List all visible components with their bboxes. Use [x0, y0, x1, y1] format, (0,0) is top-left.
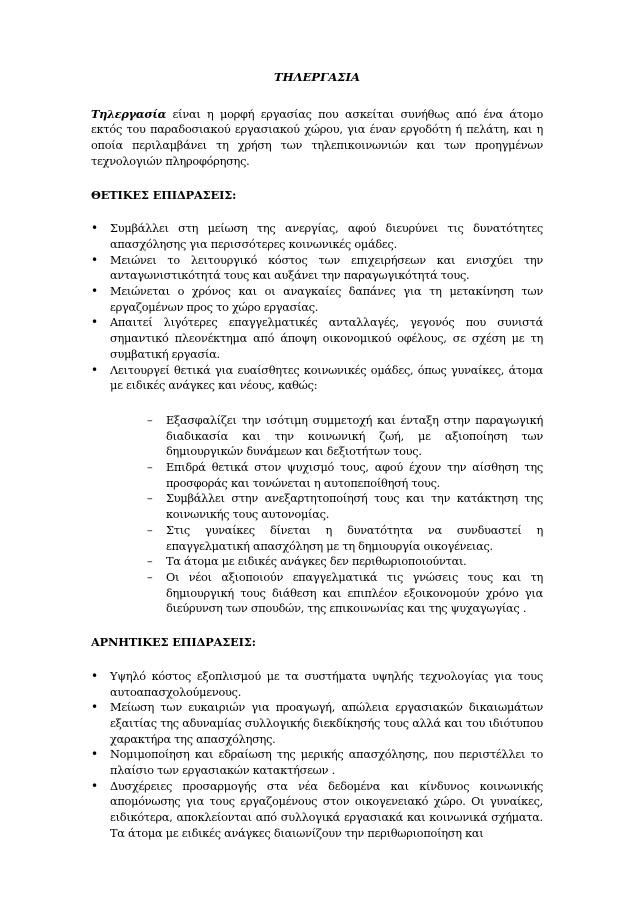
list-item: • Δυσχέρειες προσαρμογής στα νέα δεδομένα και κίνδυνος κοινωνικής απομόνωσης για τους εργαζομένους στον οικογενειακό χώρο. Οι γυναίκες, ειδικότερα, αποκλείονται από συλλογικά εργασιακά και κοινωνικά σχήματα. Τα άτομα με ειδικές ανάγκες διαιωνίζουν την περιθωριοποίηση και	[91, 779, 543, 842]
intro-term: Τηλεργασία	[91, 106, 167, 121]
list-item: • Νομιμοποίηση και εδραίωση της μερικής απασχόλησης, που περιστέλλει το πλαίσιο των εργασιακών κατακτήσεων .	[91, 747, 543, 778]
document-title: ΤΗΛΕΡΓΑΣΙΑ	[274, 70, 360, 84]
list-item: • Απαιτεί λιγότερες επαγγελματικές ανταλλαγές, γεγονός που συνιστά σημαντικό πλεονέκτημα από άποψη οικονομικού οφέλους, σε σχέση με τη συμβατική εργασία.	[91, 315, 543, 362]
list-item: • Συμβάλλει στη μείωση της ανεργίας, αφού διευρύνει τις δυνατότητες απασχόλησης για περισσότερες κοινωνικές ομάδες.	[91, 221, 543, 252]
sub-list-item: – Τα άτομα με ειδικές ανάγκες δεν περιθωριοποιούνται.	[147, 554, 543, 570]
sub-list-item: – Οι νέοι αξιοποιούν επαγγελματικά τις γνώσεις τους και τη δημιουργική τους διάθεση και επιπλέον εξοικονομούν χρόνο για διεύρυνση των σπουδών, της επικοινωνίας και της ψυχαγωγίας .	[147, 570, 543, 617]
list-item-text: Λειτουργεί θετικά για ευαίσθητες κοινωνικές ομάδες, όπως γυναίκες, άτομα με ειδικές ανάγκες και νέους, καθώς:	[110, 363, 543, 393]
list-item: • Μείωση των ευκαιριών για προαγωγή, απώλεια εργασιακών δικαιωμάτων εξαιτίας της αδυναμίας συλλογικής διεκδίκησής τους αλλά και του ιδιότυπου χαρακτήρα της απασχόλησης.	[91, 700, 543, 747]
positive-sublist	[110, 413, 543, 617]
intro-paragraph	[91, 107, 543, 170]
negative-heading: ΑΡΝΗΤΙΚΕΣ ΕΠΙΔΡΑΣΕΙΣ:	[91, 635, 256, 650]
list-item: • Μειώνει το λειτουργικό κόστος των επιχειρήσεων και ενισχύει την ανταγωνιστικότητά τους και αυξάνει την παραγωγικότητά τους.	[91, 253, 543, 284]
sub-list-item: – Συμβάλλει στην ανεξαρτητοποίησή τους και την κατάκτηση της κοινωνικής τους αυτονομίας.	[147, 491, 543, 522]
list-item: • Μειώνεται ο χρόνος και οι αναγκαίες δαπάνες για τη μετακίνηση των εργαζομένων προς το χώρο εργασίας.	[91, 284, 543, 315]
list-item	[91, 363, 543, 618]
sub-list-item: – Στις γυναίκες δίνεται η δυνατότητα να συνδυαστεί η επαγγελματική απασχόληση με τη δημιουργία οικογένειας.	[147, 523, 543, 554]
sub-list-item: – Επιδρά θετικά στον ψυχισμό τους, αφού έχουν την αίσθηση της προσφοράς και τονώνεται η αυτοπεποίθησή τους.	[147, 460, 543, 491]
positive-list	[91, 221, 543, 617]
positive-heading: ΘΕΤΙΚΕΣ ΕΠΙΔΡΑΣΕΙΣ:	[91, 187, 237, 202]
negative-list	[91, 669, 543, 842]
intro-text: είναι η μορφή εργασίας που ασκείται συνήθως από ένα άτομο εκτός του παραδοσιακού εργασιακού χώρου, για έναν εργοδότη ή πελάτη, και η οποία περιλαμβάνει τη χρήση των τηλεπικοινωνιών και των προηγμένων τεχνολογιών πληροφόρησης.	[91, 107, 543, 168]
list-item: • Υψηλό κόστος εξοπλισμού με τα συστήματα υψηλής τεχνολογίας για τους αυτοαπασχολούμενους.	[91, 669, 543, 700]
sub-list-item: – Εξασφαλίζει την ισότιμη συμμετοχή και ένταξη στην παραγωγική διαδικασία και την κοινωνική ζωή, με αξιοποίηση των δημιουργικών δυνάμεων και δεξιοτήτων τους.	[147, 413, 543, 460]
